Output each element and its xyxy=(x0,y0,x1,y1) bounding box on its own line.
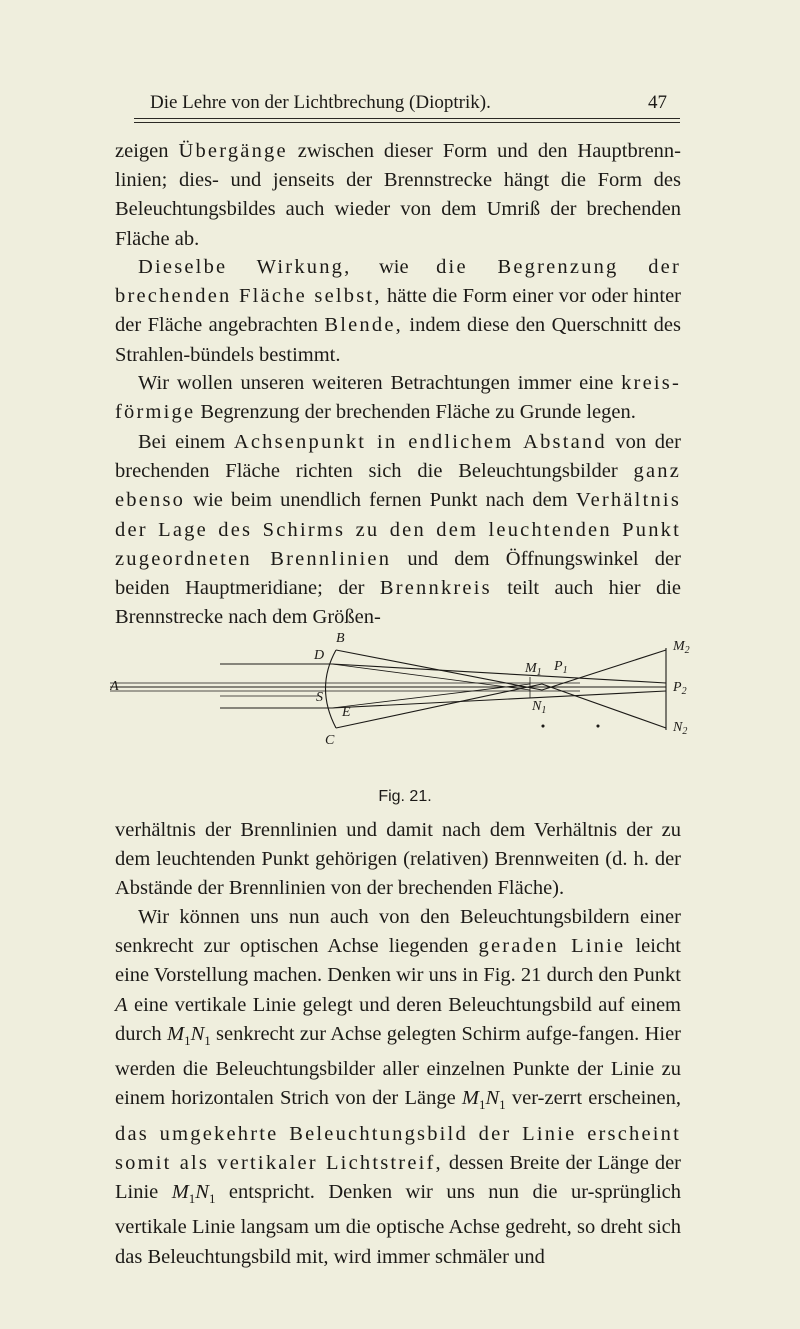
emphasis-run: Verhältnis der Lage des Schirms zu den dem leuchtenden Punkt zugeordneten Brennlinien xyxy=(115,489,681,570)
text-run: wie beim unendlich fernen Punkt nach dem xyxy=(185,489,576,512)
text-run: Wir können uns nun auch von den Beleuchtungsbildern einer senkrecht zur optischen Achse liegenden xyxy=(115,906,681,958)
emphasis-run: Blende, xyxy=(324,314,403,337)
label-n2: $N_2$ xyxy=(673,720,688,737)
emphasis-run: geraden Linie xyxy=(478,935,626,958)
label-b: B xyxy=(336,631,345,646)
astigmatic-ray-diagram xyxy=(110,628,700,788)
text-run: verhältnis der Brennlinien und damit nach dem Verhältnis der zu dem leuchtenden Punkt gehörigen (relativen) Brennweiten (d. h. der Abstände der Brennlinien von der brechenden Fläche). xyxy=(115,819,681,900)
header-rule-bottom xyxy=(134,122,680,123)
refracting-surface xyxy=(326,650,337,728)
label-s: S xyxy=(316,690,323,705)
label-n1: $N_1$ xyxy=(532,699,547,716)
text-run: eine vertikale Linie gelegt und deren Beleuchtungsbild auf einem durch xyxy=(115,993,681,1045)
emphasis-run: das umgekehrte Beleuchtungsbild der Linie erscheint somit als vertikaler Lichtstreif, xyxy=(115,1122,681,1174)
dot-mark xyxy=(597,725,599,727)
text-run: indem diese den Querschnitt des Strahlen-bündels bestimmt. xyxy=(115,314,681,366)
text-run: zwischen dieser Form und den Hauptbrenn-linien; dies- und jenseits der Brennstrecke hängt die Form des Beleuchtungsbildes auch wieder von dem Umriß der brechenden Fläche ab. xyxy=(115,140,681,250)
header-rule-top xyxy=(134,118,680,119)
paragraph-3 xyxy=(115,369,681,427)
label-d: D xyxy=(314,648,325,663)
text-run: entspricht. Denken wir uns nun die ur-sprünglich vertikale Linie langsam um die optische Achse gedreht, so dreht sich das Beleuchtungsbild mit, wird immer schmäler und xyxy=(115,1181,681,1268)
dot-mark xyxy=(542,725,544,727)
label-p2: $P_2$ xyxy=(673,680,687,697)
text-run: und dem Öffnungswinkel der beiden Hauptmeridiane; der xyxy=(115,547,681,600)
emphasis-run: Übergänge xyxy=(178,140,288,162)
text-run: senkrecht zur Achse gelegten Schirm aufge-fangen. Hier werden die Beleuchtungsbilder aller einzelnen Punkte der Linie zu einem horizontalen Strich von der Länge xyxy=(115,1022,681,1110)
math-m1n1: $M_1N_1$ xyxy=(171,1181,216,1207)
text-run: leicht eine Vorstellung machen. Denken wir uns in Fig. 21 durch den Punkt xyxy=(115,935,681,987)
paragraph-4 xyxy=(115,428,681,632)
paragraph-5 xyxy=(115,816,681,904)
paragraph-6 xyxy=(115,903,681,1272)
text-run: ver-zerrt erscheinen, xyxy=(505,1087,681,1110)
emphasis-run: die Begrenzung der brechenden Fläche selbst, xyxy=(115,256,681,308)
ray-e-cross xyxy=(332,684,530,708)
running-title: Die Lehre von der Lichtbrechung (Dioptrik). xyxy=(150,92,491,113)
figure-caption: Fig. 21. xyxy=(378,788,432,805)
paragraph-2 xyxy=(115,253,681,370)
label-a: A xyxy=(110,679,119,694)
text-run: von der brechenden Fläche richten sich die Beleuchtungsbilder xyxy=(115,431,681,483)
text-run: Bei einem xyxy=(138,431,234,453)
page-number: 47 xyxy=(648,92,667,113)
emphasis-run: Dieselbe Wirkung, xyxy=(138,256,352,278)
emphasis-run: Brennkreis xyxy=(379,577,492,600)
emphasis-run: ganz ebenso xyxy=(115,460,681,512)
paragraph-1 xyxy=(115,137,681,254)
label-e: E xyxy=(342,705,351,720)
ray-d-to-p2 xyxy=(332,664,666,683)
running-header xyxy=(0,92,800,120)
emphasis-run: kreis-förmige xyxy=(115,372,681,424)
label-m2: $M_2$ xyxy=(673,639,690,656)
math-m1n1: $M_1N_1$ xyxy=(166,1022,211,1048)
text-run: zeigen xyxy=(115,140,179,162)
text-run: Begrenzung der brechenden Fläche zu Grunde legen. xyxy=(195,401,636,424)
label-p1: $P_1$ xyxy=(554,659,568,676)
text-run: wie xyxy=(351,256,437,278)
text-run: Wir wollen unseren weiteren Betrachtungen immer eine xyxy=(138,372,622,394)
diagram-lines xyxy=(110,648,666,730)
text-run: hätte die Form einer vor oder hinter der Fläche angebrachten xyxy=(115,285,681,337)
label-c: C xyxy=(325,733,335,748)
label-m1: $M_1$ xyxy=(525,661,542,678)
math-m1n1: $M_1N_1$ xyxy=(461,1087,506,1113)
text-run: teilt auch hier die Brennstrecke nach dem Größen- xyxy=(115,577,682,629)
ray-p1-to-n2 xyxy=(542,684,666,728)
text-run: dessen Breite der Länge der Linie xyxy=(115,1151,681,1204)
figure-21 xyxy=(110,628,700,813)
emphasis-run: Achsenpunkt in endlichem Abstand xyxy=(233,431,607,453)
math-symbol: A xyxy=(115,993,128,1016)
